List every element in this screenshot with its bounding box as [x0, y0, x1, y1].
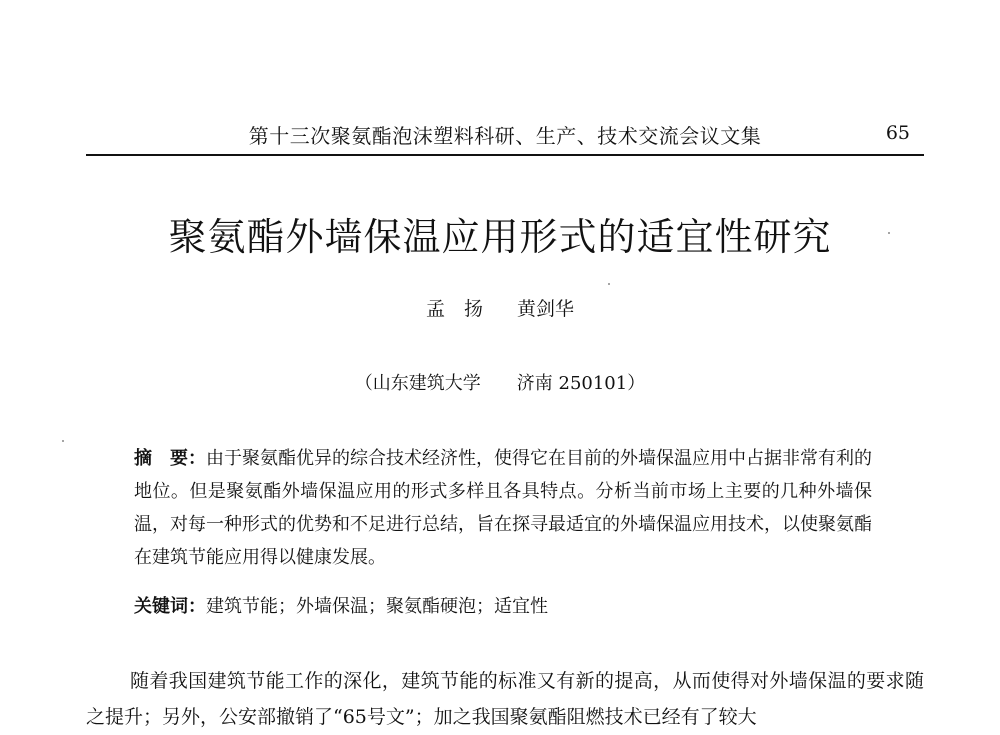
paper-title: 聚氨酯外墙保温应用形式的适宜性研究	[168, 215, 832, 259]
abstract	[134, 442, 872, 574]
body-paragraph: 随着我国建筑节能工作的深化，建筑节能的标准又有新的提高，从而使得对外墙保温的要求随之提升；另外，公安部撤销了“65号文”；加之我国聚氨酯阻燃技术已经有了较大	[86, 670, 924, 728]
scan-speck	[608, 283, 610, 285]
keywords-label: 关键词：	[134, 596, 206, 617]
author-1: 孟 扬	[425, 298, 483, 320]
affiliation: （山东建筑大学 济南 250101）	[354, 373, 646, 394]
keywords-text: 建筑节能；外墙保温；聚氨酯硬泡；适宜性	[206, 596, 548, 617]
page-number: 65	[885, 122, 910, 144]
authors	[0, 294, 1000, 321]
running-header	[86, 114, 924, 156]
abstract-label: 摘 要：	[134, 448, 206, 469]
author-2: 黄剑华	[517, 298, 575, 320]
scan-speck	[888, 232, 890, 234]
abstract-text: 由于聚氨酯优异的综合技术经济性，使得它在目前的外墙保温应用中占据非常有利的地位。但是聚氨酯外墙保温应用的形式多样且各具特点。分析当前市场上主要的几种外墙保温，对每一种形式的优势和不足进行总结，旨在探寻最适宜的外墙保温应用技术，以使聚氨酯在建筑节能应用得以健康发展。	[134, 448, 872, 568]
running-title: 第十三次聚氨酯泡沫塑料科研、生产、技术交流会议文集	[248, 124, 762, 148]
scan-speck	[62, 440, 64, 442]
keywords	[134, 592, 872, 622]
